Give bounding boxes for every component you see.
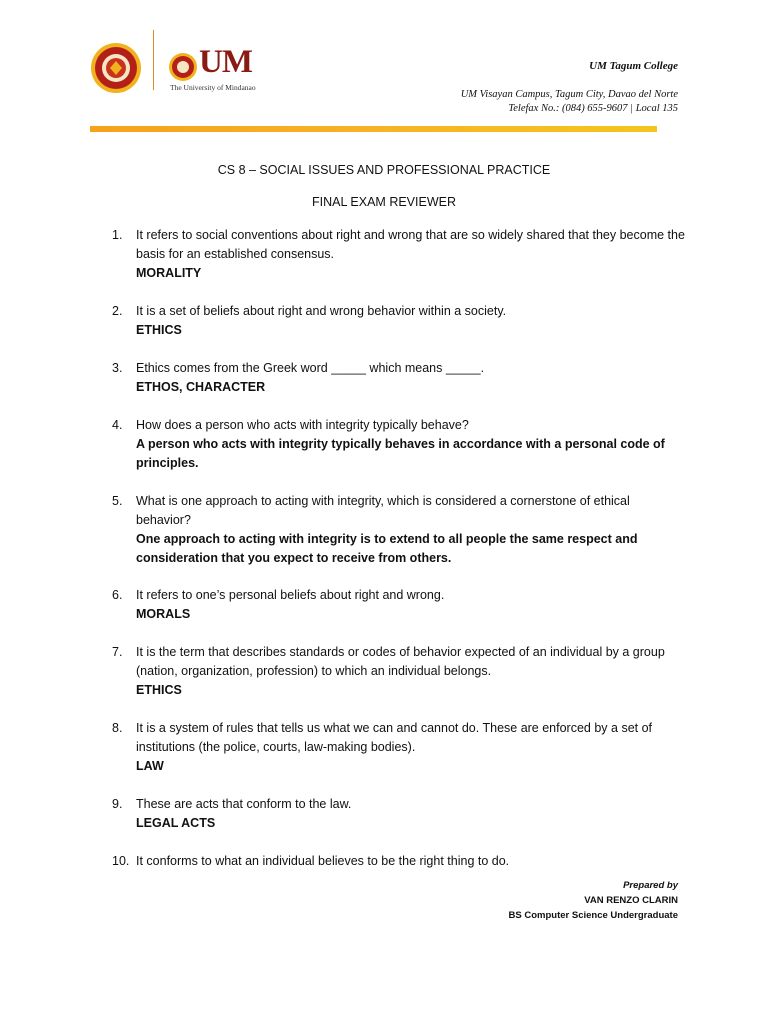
question-item: [112, 795, 687, 833]
question-text: It conforms to what an individual believes to be the right thing to do.: [136, 854, 510, 868]
prepared-by-label: Prepared by: [623, 880, 678, 891]
answer-text: ETHOS, CHARACTER: [136, 380, 266, 394]
answer-text: ETHICS: [136, 683, 182, 697]
question-item: [112, 416, 687, 473]
answer-text: ETHICS: [136, 323, 182, 337]
answer-text: MORALITY: [136, 266, 202, 280]
question-text: It is the term that describes standards or codes of behavior expected of an individual by a group (nation, organization, profession) to which an individual belongs.: [136, 645, 665, 678]
question-number: 7.: [112, 645, 123, 659]
document-title: FINAL EXAM REVIEWER: [311, 195, 456, 209]
question-number: 5.: [112, 494, 123, 508]
question-text: It refers to one’s personal beliefs about right and wrong.: [136, 588, 445, 602]
question-number: 4.: [112, 418, 123, 432]
question-text: What is one approach to acting with integrity, which is considered a cornerstone of ethical behavior?: [136, 494, 630, 527]
answer-text: A person who acts with integrity typically behaves in accordance with a personal code of principles.: [136, 437, 665, 470]
question-item: [112, 302, 687, 340]
question-text: How does a person who acts with integrity typically behave?: [136, 418, 469, 432]
question-number: 9.: [112, 797, 123, 811]
college-name: UM Tagum College: [589, 60, 678, 72]
author-role: BS Computer Science Undergraduate: [508, 910, 678, 921]
question-text: It refers to social conventions about right and wrong that are so widely shared that they become the basis for an established consensus.: [136, 228, 685, 261]
telefax-line: Telefax No.: (084) 655-9607 | Local 135: [508, 103, 678, 114]
question-number: 2.: [112, 304, 123, 318]
college-seal-icon: [90, 42, 142, 94]
answer-text: MORALS: [136, 607, 191, 621]
question-item: [112, 492, 687, 568]
header-rule: [90, 126, 657, 132]
question-text: Ethics comes from the Greek word _____ which means _____.: [136, 361, 485, 375]
question-text: These are acts that conform to the law.: [136, 797, 352, 811]
author-name: VAN RENZO CLARIN: [584, 895, 678, 906]
question-number: 8.: [112, 721, 123, 735]
question-text: It is a system of rules that tells us what we can and cannot do. These are enforced by a set of institutions (the police, courts, law-making bodies).: [136, 721, 653, 754]
question-number: 10.: [112, 854, 130, 868]
answer-text: One approach to acting with integrity is to extend to all people the same respect and consideration that you expect to receive from others.: [136, 532, 638, 565]
logo-subtitle: The University of Mindanao: [170, 83, 256, 92]
campus-info: [461, 88, 678, 116]
question-item: [112, 643, 687, 700]
campus-line: UM Visayan Campus, Tagum City, Davao del Norte: [460, 89, 678, 100]
logo-word: UM: [199, 44, 252, 80]
question-item: [112, 586, 687, 624]
question-item: [112, 226, 687, 283]
question-item: [112, 719, 687, 776]
um-badge-icon: [168, 52, 198, 82]
question-item: [112, 852, 687, 871]
um-logo: [168, 44, 268, 92]
question-number: 6.: [112, 588, 123, 602]
course-title: CS 8 – SOCIAL ISSUES AND PROFESSIONAL PRACTICE: [217, 163, 551, 177]
header-divider: [153, 30, 154, 90]
question-text: It is a set of beliefs about right and wrong behavior within a society.: [136, 304, 507, 318]
answer-text: LAW: [136, 759, 164, 773]
answer-text: LEGAL ACTS: [136, 816, 216, 830]
question-item: [112, 359, 687, 397]
question-number: 1.: [112, 228, 123, 242]
prepared-by-block: [509, 878, 678, 923]
question-number: 3.: [112, 361, 123, 375]
